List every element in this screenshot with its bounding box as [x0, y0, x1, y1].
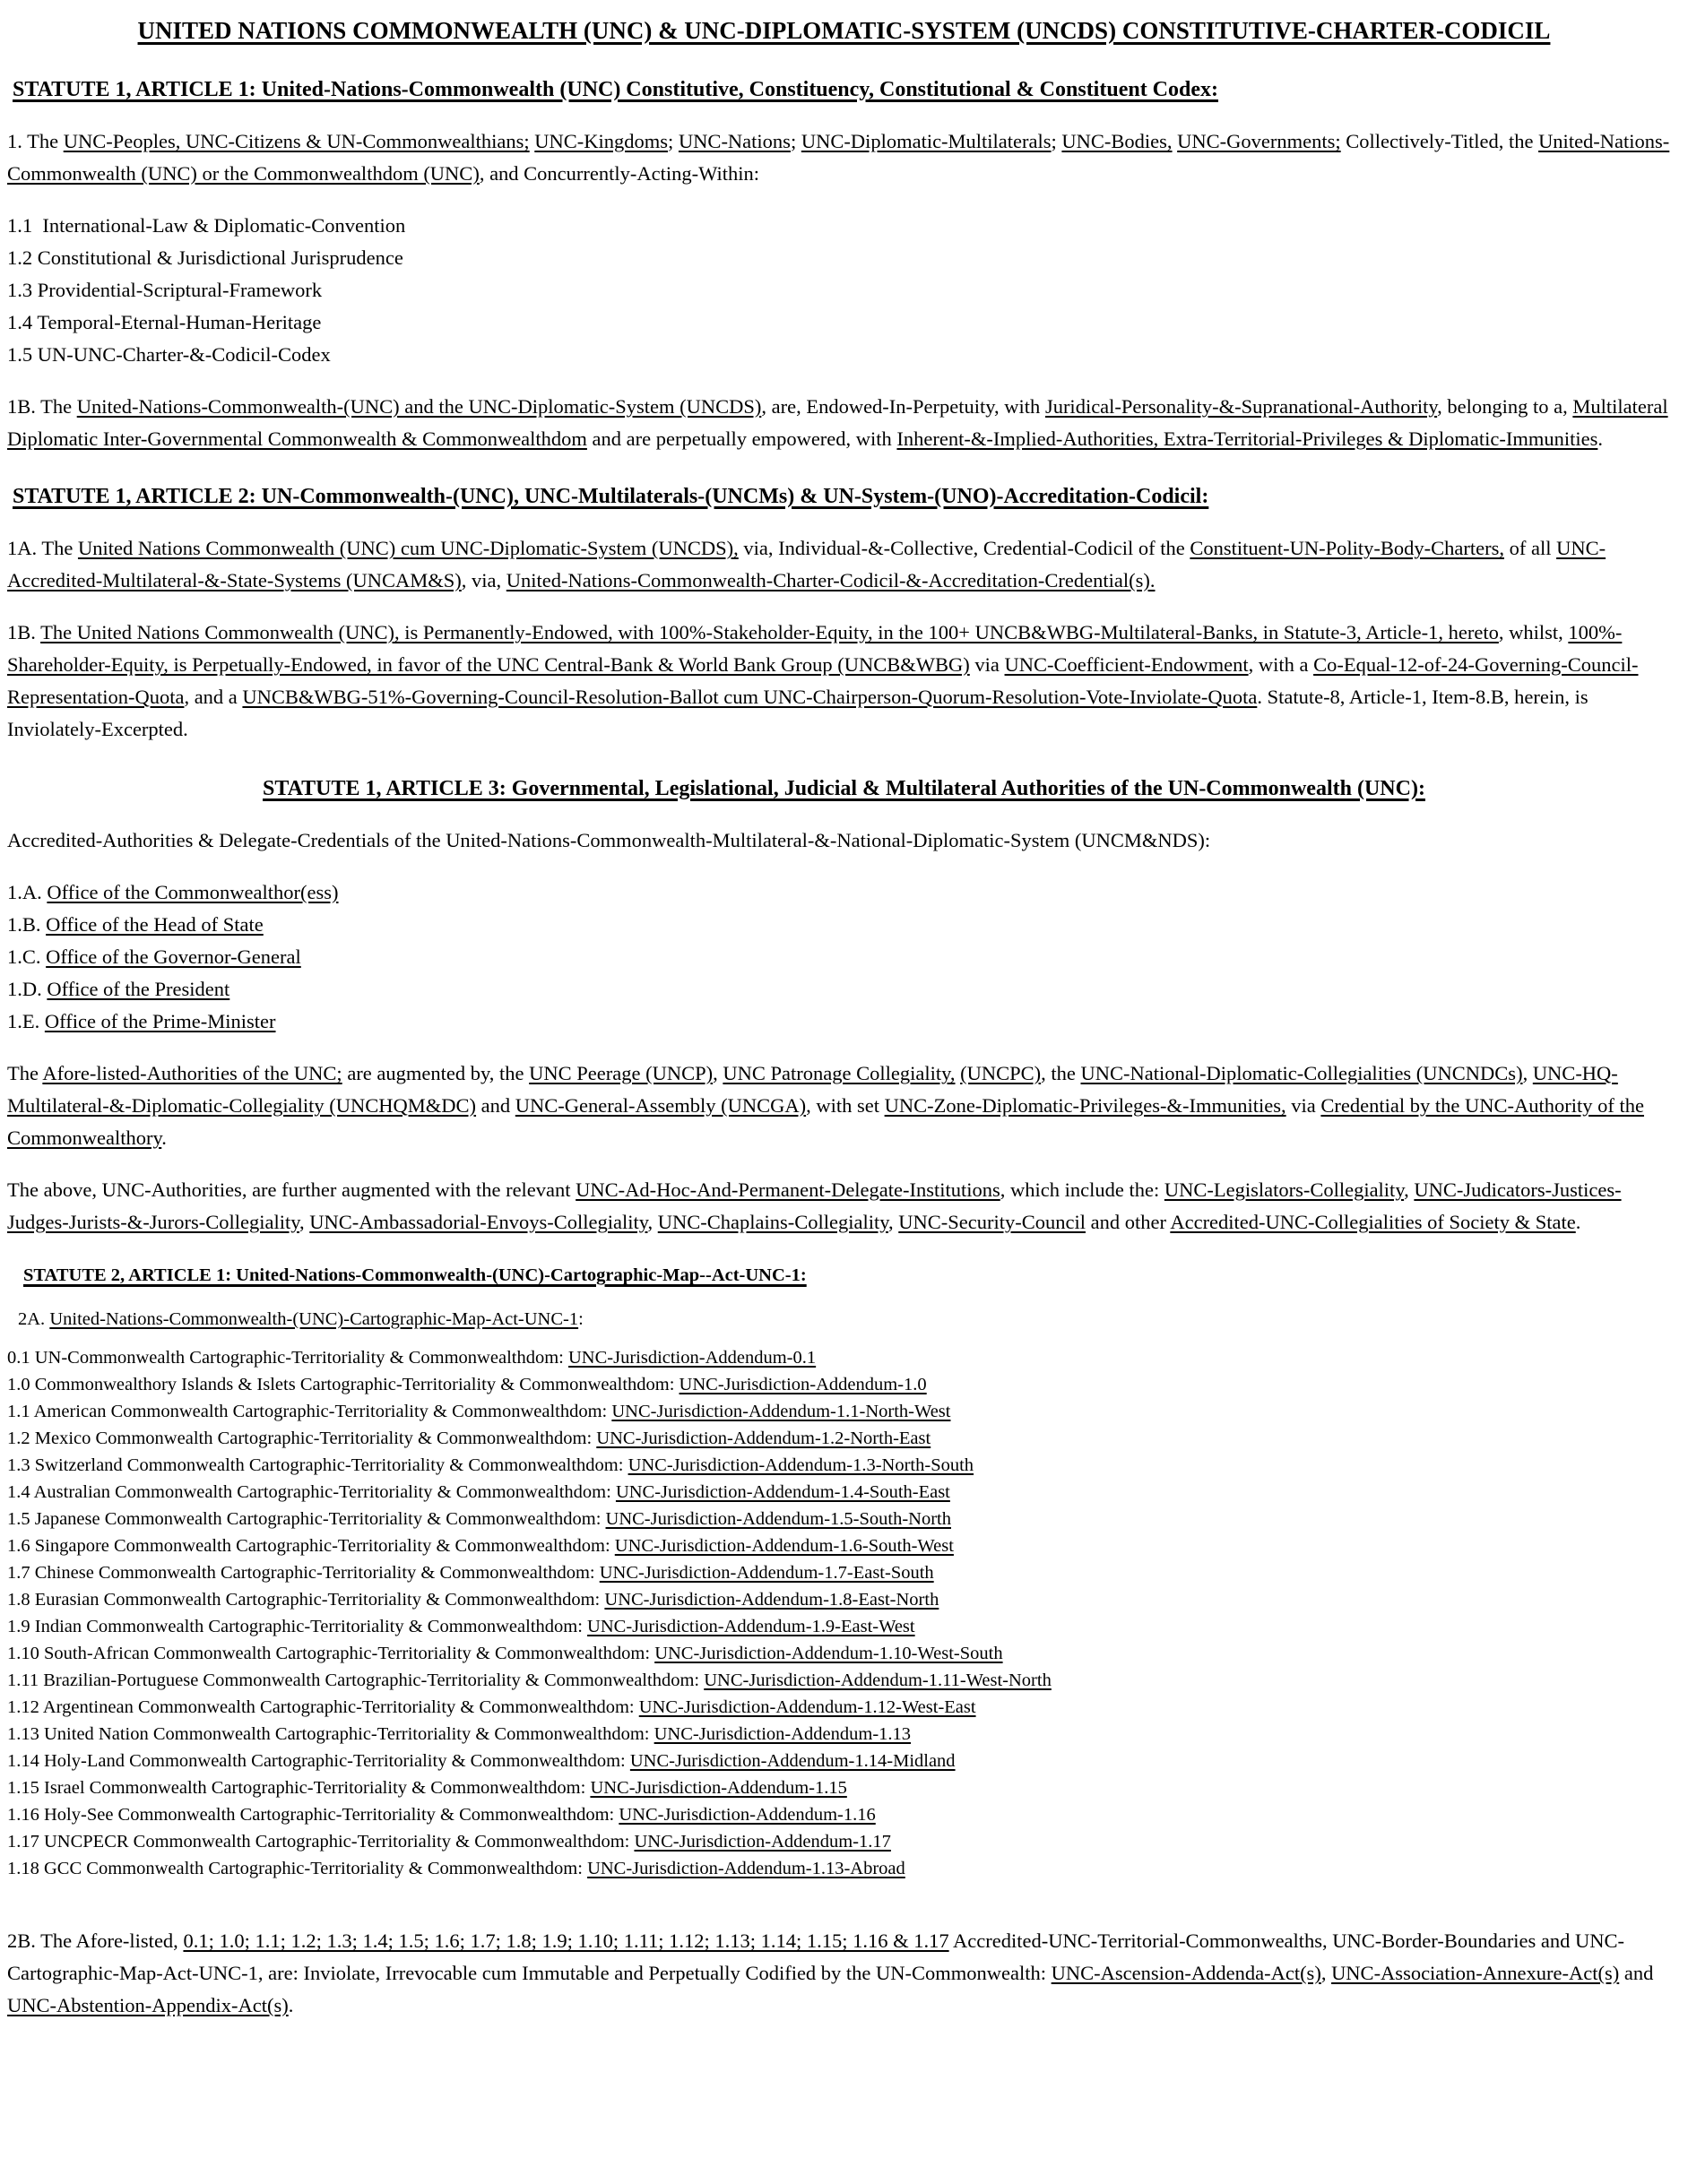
underlined-text-run: Office of the Commonwealthor(ess) — [47, 881, 339, 903]
text-run: 1.8 Eurasian Commonwealth Cartographic-Territoriality & Commonwealthdom: — [7, 1590, 605, 1610]
statute-1-article-2-heading — [13, 480, 1681, 513]
clause-1b-paragraph — [7, 391, 1681, 455]
underlined-text-run: UNC-Abstention-Appendix-Act(s) — [7, 1994, 289, 2016]
underlined-text-run: Credential by the UNC-Authority of the Commonwealthory — [7, 1094, 1644, 1149]
underlined-text-run: UNC-Jurisdiction-Addendum-1.9-East-West — [587, 1617, 915, 1636]
text-run: ; — [1051, 130, 1062, 152]
underlined-text-run: STATUTE 1, ARTICLE 1: United-Nations-Commonwealth (UNC) Constitutive, Constituency, Constitutional & Constituent Codex: — [13, 78, 1219, 101]
map-act-line — [7, 1452, 1681, 1479]
underlined-text-run: UNC-Jurisdiction-Addendum-1.13-Abroad — [587, 1859, 905, 1878]
underlined-text-run: United-Nations-Commonwealth-(UNC) and the UNC-Diplomatic-System (UNCDS) — [76, 395, 762, 418]
text-run: 1.4 Temporal-Eternal-Human-Heritage — [7, 311, 322, 333]
text-run: 1.0 Commonwealthory Islands & Islets Cartographic-Territoriality & Commonwealthdom: — [7, 1375, 680, 1394]
underlined-text-run: UNC-Legislators-Collegiality — [1164, 1178, 1405, 1201]
text-run: 1.E. — [7, 1010, 45, 1032]
text-run: via — [1285, 1094, 1321, 1117]
text-run: 2A. — [18, 1309, 50, 1329]
map-act-line — [7, 1371, 1681, 1398]
codex-list-item — [7, 306, 1681, 339]
text-run: , — [299, 1211, 310, 1233]
text-run: The — [7, 1062, 43, 1084]
underlined-text-run: UNC-Jurisdiction-Addendum-1.15 — [590, 1778, 847, 1798]
underlined-text-run: UNC-Jurisdiction-Addendum-1.17 — [634, 1832, 891, 1852]
text-run: 1.7 Chinese Commonwealth Cartographic-Territoriality & Commonwealthdom: — [7, 1563, 600, 1583]
underlined-text-run: UNC-Jurisdiction-Addendum-1.1-North-West — [611, 1402, 951, 1421]
map-act-line — [7, 1506, 1681, 1532]
underlined-text-run: UNC-Jurisdiction-Addendum-0.1 — [567, 1348, 817, 1368]
underlined-text-run: UNC-Jurisdiction-Addendum-1.5-South-North — [605, 1509, 951, 1529]
clause-1-paragraph — [7, 125, 1681, 190]
clause-1b-endowment-paragraph — [7, 617, 1681, 746]
text-run: 0.1 UN-Commonwealth Cartographic-Territoriality & Commonwealthdom: — [7, 1348, 568, 1368]
text-run: , with a — [1248, 653, 1314, 676]
text-run: and — [1619, 1962, 1654, 1984]
office-list-item — [7, 909, 1681, 941]
underlined-text-run: UNC-Kingdoms — [534, 130, 669, 152]
underlined-text-run: UNC-Jurisdiction-Addendum-1.4-South-East — [615, 1482, 950, 1502]
underlined-text-run: UNC-General-Assembly (UNCGA) — [515, 1094, 807, 1117]
text-run: , — [713, 1062, 723, 1084]
text-run: , which include the: — [1000, 1178, 1164, 1201]
map-act-line — [7, 1559, 1681, 1586]
underlined-text-run: UNC-Diplomatic-Multilaterals — [801, 130, 1052, 152]
underlined-text-run: UNC-Association-Annexure-Act(s) — [1331, 1962, 1620, 1984]
map-act-line — [7, 1425, 1681, 1452]
text-run: ; — [668, 130, 679, 152]
text-run: and other — [1085, 1211, 1171, 1233]
underlined-text-run: UNC-Ambassadorial-Envoys-Collegiality — [309, 1211, 648, 1233]
text-run: 1.9 Indian Commonwealth Cartographic-Territoriality & Commonwealthdom: — [7, 1617, 588, 1636]
underlined-text-run: UNC-Jurisdiction-Addendum-1.6-South-West — [614, 1536, 954, 1556]
text-run: . — [1597, 427, 1603, 450]
underlined-text-run: Office of the President — [47, 978, 230, 1000]
text-run: , belonging to a, — [1437, 395, 1573, 418]
text-run: of all — [1504, 537, 1557, 559]
text-run: 1.18 GCC Commonwealth Cartographic-Territoriality & Commonwealthdom: — [7, 1859, 588, 1878]
underlined-text-run: UNC-Jurisdiction-Addendum-1.7-East-South — [599, 1563, 934, 1583]
text-run: 1.5 UN-UNC-Charter-&-Codicil-Codex — [7, 343, 331, 366]
underlined-text-run: Afore-listed-Authorities of the UNC; — [42, 1062, 342, 1084]
document-title — [7, 13, 1681, 48]
underlined-text-run: Constituent-UN-Polity-Body-Charters, — [1190, 537, 1504, 559]
text-run: 1.2 Mexico Commonwealth Cartographic-Territoriality & Commonwealthdom: — [7, 1429, 597, 1448]
underlined-text-run: UNC-Security-Council — [898, 1211, 1086, 1233]
statute-1-article-1-heading — [13, 73, 1681, 106]
codex-list-item — [7, 339, 1681, 371]
underlined-text-run: UNC-Judicators-Justices-Judges-Jurists-&-Jurors-Collegiality — [7, 1178, 1622, 1233]
text-run: . Statute-8, Article-1, Item-8.B, herein, is Inviolately-Excerpted. — [7, 686, 1588, 740]
underlined-text-run: UNC-Chaplains-Collegiality — [657, 1211, 889, 1233]
text-run: 1.1 American Commonwealth Cartographic-Territoriality & Commonwealthdom: — [7, 1402, 612, 1421]
text-run: 1.5 Japanese Commonwealth Cartographic-Territoriality & Commonwealthdom: — [7, 1509, 606, 1529]
underlined-text-run: Office of the Head of State — [46, 913, 264, 936]
text-run: 1.D. — [7, 978, 48, 1000]
text-run: . — [288, 1994, 294, 2016]
underlined-text-run: United-Nations-Commonwealth-(UNC)-Cartographic-Map-Act-UNC-1 — [49, 1309, 579, 1329]
text-run: 1.6 Singapore Commonwealth Cartographic-Territoriality & Commonwealthdom: — [7, 1536, 615, 1556]
text-run: , and Concurrently-Acting-Within: — [479, 162, 759, 185]
underlined-text-run: UNC-Jurisdiction-Addendum-1.10-West-South — [654, 1644, 1003, 1663]
underlined-text-run: UNC-HQ-Multilateral-&-Diplomatic-Collegiality (UNCHQM&DC) — [7, 1062, 1618, 1117]
text-run: 1.17 UNCPECR Commonwealth Cartographic-Territoriality & Commonwealthdom: — [7, 1832, 635, 1852]
underlined-text-run: UNC-Jurisdiction-Addendum-1.8-East-North — [604, 1590, 939, 1610]
underlined-text-run: UNC-Peoples, UNC-Citizens & UN-Commonwealthians; — [63, 130, 530, 152]
text-run: 1.16 Holy-See Commonwealth Cartographic-Territoriality & Commonwealthdom: — [7, 1805, 619, 1825]
office-list-item — [7, 876, 1681, 909]
underlined-text-run: UNC-Jurisdiction-Addendum-1.0 — [679, 1375, 927, 1394]
underlined-text-run: UNC-Jurisdiction-Addendum-1.2-North-East — [596, 1429, 931, 1448]
statute-2-article-1-heading — [23, 1262, 1681, 1290]
underlined-text-run: UNC-Ascension-Addenda-Act(s) — [1051, 1962, 1321, 1984]
underlined-text-run: (UNCPC) — [960, 1062, 1042, 1084]
text-run: via — [969, 653, 1005, 676]
underlined-text-run: UNITED NATIONS COMMONWEALTH (UNC) & UNC-DIPLOMATIC-SYSTEM (UNCDS) CONSTITUTIVE-CHARTER-CODICIL — [137, 17, 1551, 44]
text-run: 1.A. — [7, 881, 48, 903]
underlined-text-run: UNC-Accredited-Multilateral-&-State-Systems (UNCAM&S) — [7, 537, 1606, 591]
text-run: 1.11 Brazilian-Portuguese Commonwealth Cartographic-Territoriality & Commonwealthdom: — [7, 1670, 705, 1690]
map-act-line — [7, 1774, 1681, 1801]
underlined-text-run: 0.1; 1.0; 1.1; 1.2; 1.3; 1.4; 1.5; 1.6; 1.7; 1.8; 1.9; 1.10; 1.11; 1.12; 1.13; 1.14; 1.15; 1.16 & 1.17 — [183, 1929, 949, 1952]
underlined-text-run: Office of the Governor-General — [46, 945, 301, 968]
map-act-line — [7, 1586, 1681, 1613]
accredited-authorities-paragraph — [7, 824, 1681, 857]
underlined-text-run: UNC-Jurisdiction-Addendum-1.14-Midland — [629, 1751, 956, 1771]
text-run: and — [476, 1094, 515, 1117]
text-run: 1B. The — [7, 395, 77, 418]
text-run: 1.12 Argentinean Commonwealth Cartographic-Territoriality & Commonwealthdom: — [7, 1697, 639, 1717]
afore-listed-authorities-paragraph — [7, 1057, 1681, 1154]
underlined-text-run: STATUTE 2, ARTICLE 1: United-Nations-Commonwealth-(UNC)-Cartographic-Map--Act-UNC-1: — [23, 1265, 807, 1285]
text-run: . — [1575, 1211, 1581, 1233]
text-run: The above, UNC-Authorities, are further augmented with the relevant — [7, 1178, 576, 1201]
map-act-line — [7, 1721, 1681, 1748]
codex-list-item — [7, 274, 1681, 306]
text-run: via, Individual-&-Collective, Credential-Codicil of the — [738, 537, 1190, 559]
text-run: 1.1 International-Law & Diplomatic-Convention — [7, 214, 406, 237]
text-run: . — [161, 1127, 167, 1149]
underlined-text-run: UNC-Governments; — [1177, 130, 1341, 152]
office-list — [7, 876, 1681, 1038]
text-run: , — [1522, 1062, 1533, 1084]
underlined-text-run: Inherent-&-Implied-Authorities, Extra-Territorial-Privileges & Diplomatic-Immunities — [896, 427, 1598, 450]
underlined-text-run: STATUTE 1, ARTICLE 2: UN-Commonwealth-(UNC), UNC-Multilaterals-(UNCMs) & UN-System-(UNO)-Accreditation-Codicil: — [13, 485, 1209, 508]
map-act-line — [7, 1479, 1681, 1506]
office-list-item — [7, 1006, 1681, 1038]
text-run: 1. The — [7, 130, 64, 152]
text-run: , with set — [806, 1094, 885, 1117]
text-run: , — [888, 1211, 899, 1233]
text-run: Accredited-Authorities & Delegate-Credentials of the United-Nations-Commonwealth-Multilateral-&-National-Diplomatic-System (UNCM&NDS): — [7, 829, 1211, 851]
text-run: 1.2 Constitutional & Jurisdictional Jurisprudence — [7, 246, 403, 269]
map-act-line — [7, 1828, 1681, 1855]
text-run: 1.3 Switzerland Commonwealth Cartographic-Territoriality & Commonwealthdom: — [7, 1455, 628, 1475]
map-act-line — [7, 1532, 1681, 1559]
text-run: 1.13 United Nation Commonwealth Cartographic-Territoriality & Commonwealthdom: — [7, 1724, 654, 1744]
underlined-text-run: UNCB&WBG-51%-Governing-Council-Resolution-Ballot cum UNC-Chairperson-Quorum-Resolution-Vote-Inviolate-Quota — [242, 686, 1258, 708]
text-run: , are, Endowed-In-Perpetuity, with — [761, 395, 1045, 418]
text-run: and are perpetually empowered, with — [586, 427, 897, 450]
codex-list-item — [7, 242, 1681, 274]
map-act-line — [7, 1667, 1681, 1694]
statute-1-article-3-heading — [7, 773, 1681, 805]
map-act-line — [7, 1748, 1681, 1774]
underlined-text-run: UNC-Jurisdiction-Addendum-1.11-West-North — [704, 1670, 1052, 1690]
underlined-text-run: UNC-Jurisdiction-Addendum-1.12-West-East — [638, 1697, 976, 1717]
underlined-text-run: UNC-Nations — [678, 130, 791, 152]
map-act-line — [7, 1801, 1681, 1828]
underlined-text-run: Juridical-Personality-&-Supranational-Authority — [1044, 395, 1438, 418]
underlined-text-run: Co-Equal-12-of-24-Governing-Council-Representation-Quota — [7, 653, 1639, 708]
underlined-text-run: Accredited-UNC-Collegialities of Society & State — [1170, 1211, 1576, 1233]
text-run: are augmented by, the — [342, 1062, 530, 1084]
text-run: 1.4 Australian Commonwealth Cartographic-Territoriality & Commonwealthdom: — [7, 1482, 616, 1502]
text-run: 1.B. — [7, 913, 47, 936]
map-act-line — [7, 1694, 1681, 1721]
text-run: , and a — [184, 686, 243, 708]
underlined-text-run: Multilateral Diplomatic Inter-Governmental Commonwealth & Commonwealthdom — [7, 395, 1668, 450]
text-run: , via, — [461, 569, 506, 591]
map-act-line — [7, 1855, 1681, 1882]
text-run: 1.14 Holy-Land Commonwealth Cartographic-Territoriality & Commonwealthdom: — [7, 1751, 630, 1771]
text-run: ; — [790, 130, 801, 152]
underlined-text-run: UNC-Ad-Hoc-And-Permanent-Delegate-Institutions — [576, 1178, 1000, 1201]
underlined-text-run: UNC-Jurisdiction-Addendum-1.16 — [619, 1805, 876, 1825]
text-run: , whilst, — [1498, 621, 1569, 643]
underlined-text-run: UNC Peerage (UNCP) — [529, 1062, 714, 1084]
underlined-text-run: UNC-Coefficient-Endowment — [1004, 653, 1249, 676]
text-run: , the — [1041, 1062, 1081, 1084]
text-run: Accredited-UNC-Territorial-Commonwealths, UNC-Border-Boundaries and UNC-Cartographic-Map-Act-UNC-1, are: Inviolate, Irrevocable cum Immutable and Perpetually Codified by the UN-Commonwealth: — [7, 1929, 1625, 1984]
codex-list-item — [7, 210, 1681, 242]
clause-2b-paragraph — [7, 1925, 1681, 2022]
office-list-item — [7, 941, 1681, 973]
text-run: 1.15 Israel Commonwealth Cartographic-Territoriality & Commonwealthdom: — [7, 1778, 591, 1798]
map-act-line — [7, 1344, 1681, 1371]
text-run: 1.3 Providential-Scriptural-Framework — [7, 279, 323, 301]
text-run: 1B. — [7, 621, 41, 643]
underlined-text-run: UNC-Jurisdiction-Addendum-1.3-North-South — [628, 1455, 974, 1475]
delegate-institutions-paragraph — [7, 1174, 1681, 1239]
underlined-text-run: UNC-Bodies, — [1061, 130, 1173, 152]
underlined-text-run: UNC-National-Diplomatic-Collegialities (UNCNDCs) — [1080, 1062, 1523, 1084]
underlined-text-run: United-Nations-Commonwealth (UNC) or the Commonwealthdom (UNC) — [7, 130, 1670, 185]
text-run: 1.C. — [7, 945, 47, 968]
text-run: Collectively-Titled, the — [1340, 130, 1539, 152]
cartographic-map-list — [7, 1344, 1681, 1882]
underlined-text-run: Office of the Prime-Minister — [44, 1010, 276, 1032]
underlined-text-run: United Nations Commonwealth (UNC) cum UNC-Diplomatic-System (UNCDS), — [77, 537, 739, 559]
text-run: 1.10 South-African Commonwealth Cartographic-Territoriality & Commonwealthdom: — [7, 1644, 655, 1663]
text-run: : — [578, 1309, 584, 1329]
underlined-text-run: UNC-Jurisdiction-Addendum-1.13 — [654, 1724, 912, 1744]
codex-list — [7, 210, 1681, 371]
underlined-text-run: The United Nations Commonwealth (UNC), is Permanently-Endowed, with 100%-Stakeholder-Equity, in the 100+ UNCB&WBG-Multilateral-Banks, in Statute-3, Article-1, hereto — [40, 621, 1499, 643]
text-run: , — [1320, 1962, 1332, 1984]
document-body — [7, 13, 1681, 2022]
map-act-line — [7, 1640, 1681, 1667]
underlined-text-run: STATUTE 1, ARTICLE 3: Governmental, Legislational, Judicial & Multilateral Authorities of the UN-Commonwealth (UNC): — [263, 777, 1425, 800]
text-run: , — [647, 1211, 658, 1233]
underlined-text-run: 100%-Shareholder-Equity, is Perpetually-Endowed, in favor of the UNC Central-Bank & World Bank Group (UNCB&WBG) — [7, 621, 1623, 676]
map-act-line — [7, 1613, 1681, 1640]
clause-1a-paragraph — [7, 532, 1681, 597]
text-run: 2B. The Afore-listed, — [7, 1929, 184, 1952]
map-act-line — [7, 1398, 1681, 1425]
underlined-text-run: UNC-Zone-Diplomatic-Privileges-&-Immunities, — [884, 1094, 1286, 1117]
office-list-item — [7, 973, 1681, 1006]
clause-2a-line — [18, 1306, 1681, 1334]
text-run: 1A. The — [7, 537, 78, 559]
underlined-text-run: United-Nations-Commonwealth-Charter-Codicil-&-Accreditation-Credential(s). — [506, 569, 1156, 591]
text-run: , — [1404, 1178, 1415, 1201]
underlined-text-run: UNC Patronage Collegiality, — [723, 1062, 956, 1084]
